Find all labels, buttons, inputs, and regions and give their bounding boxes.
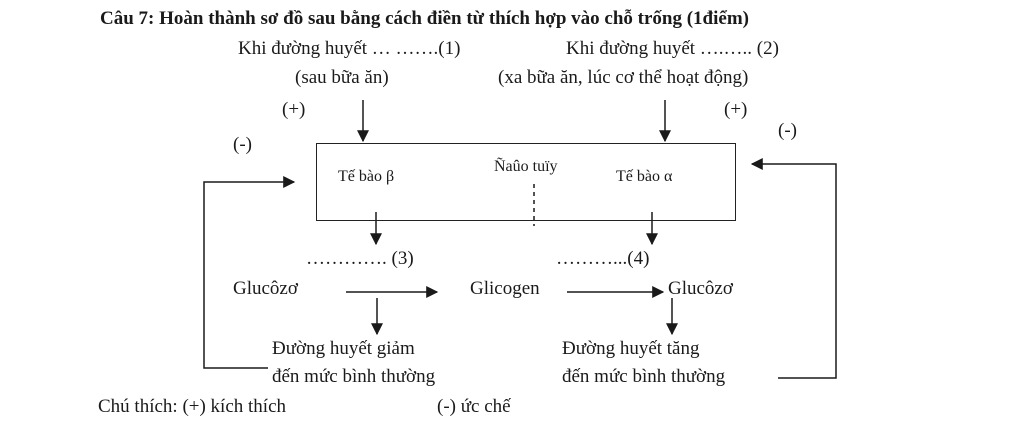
blood-sugar-low-label: Khi đường huyết ….….. (2) bbox=[566, 38, 779, 59]
decrease-line-1: Đường huyết giảm bbox=[272, 338, 415, 359]
inhibit-sign-left: (-) bbox=[233, 134, 252, 155]
blank-3: …………. (3) bbox=[306, 248, 414, 269]
blood-sugar-high-label: Khi đường huyết … …….(1) bbox=[238, 38, 461, 59]
increase-line-2: đến mức bình thường bbox=[562, 366, 726, 387]
stimulate-sign-right: (+) bbox=[724, 99, 748, 120]
pancreas-label: Ñaûo tuïy bbox=[494, 158, 558, 175]
glucose-left-label: Glucôzơ bbox=[233, 278, 298, 299]
blank-4: ………...(4) bbox=[556, 248, 650, 269]
stimulate-sign-left: (+) bbox=[282, 99, 306, 120]
between-meals-note: (xa bữa ăn, lúc cơ thể hoạt động) bbox=[498, 67, 749, 88]
inhibit-sign-right: (-) bbox=[778, 120, 797, 141]
question-title: Câu 7: Hoàn thành sơ đồ sau bằng cách điền từ thích hợp vào chỗ trống (1điểm) bbox=[100, 8, 749, 29]
alpha-cell-label: Tế bào α bbox=[616, 168, 673, 185]
glycogen-label: Glicogen bbox=[470, 278, 540, 299]
feedback-loop-right bbox=[752, 164, 836, 378]
increase-line-1: Đường huyết tăng bbox=[562, 338, 700, 359]
glucose-right-label: Glucôzơ bbox=[668, 278, 733, 299]
legend-stimulate: Chú thích: (+) kích thích bbox=[98, 396, 287, 417]
decrease-line-2: đến mức bình thường bbox=[272, 366, 436, 387]
legend-inhibit: (-) ức chế bbox=[437, 396, 511, 417]
after-meal-note: (sau bữa ăn) bbox=[295, 67, 389, 88]
beta-cell-label: Tế bào β bbox=[338, 168, 395, 185]
